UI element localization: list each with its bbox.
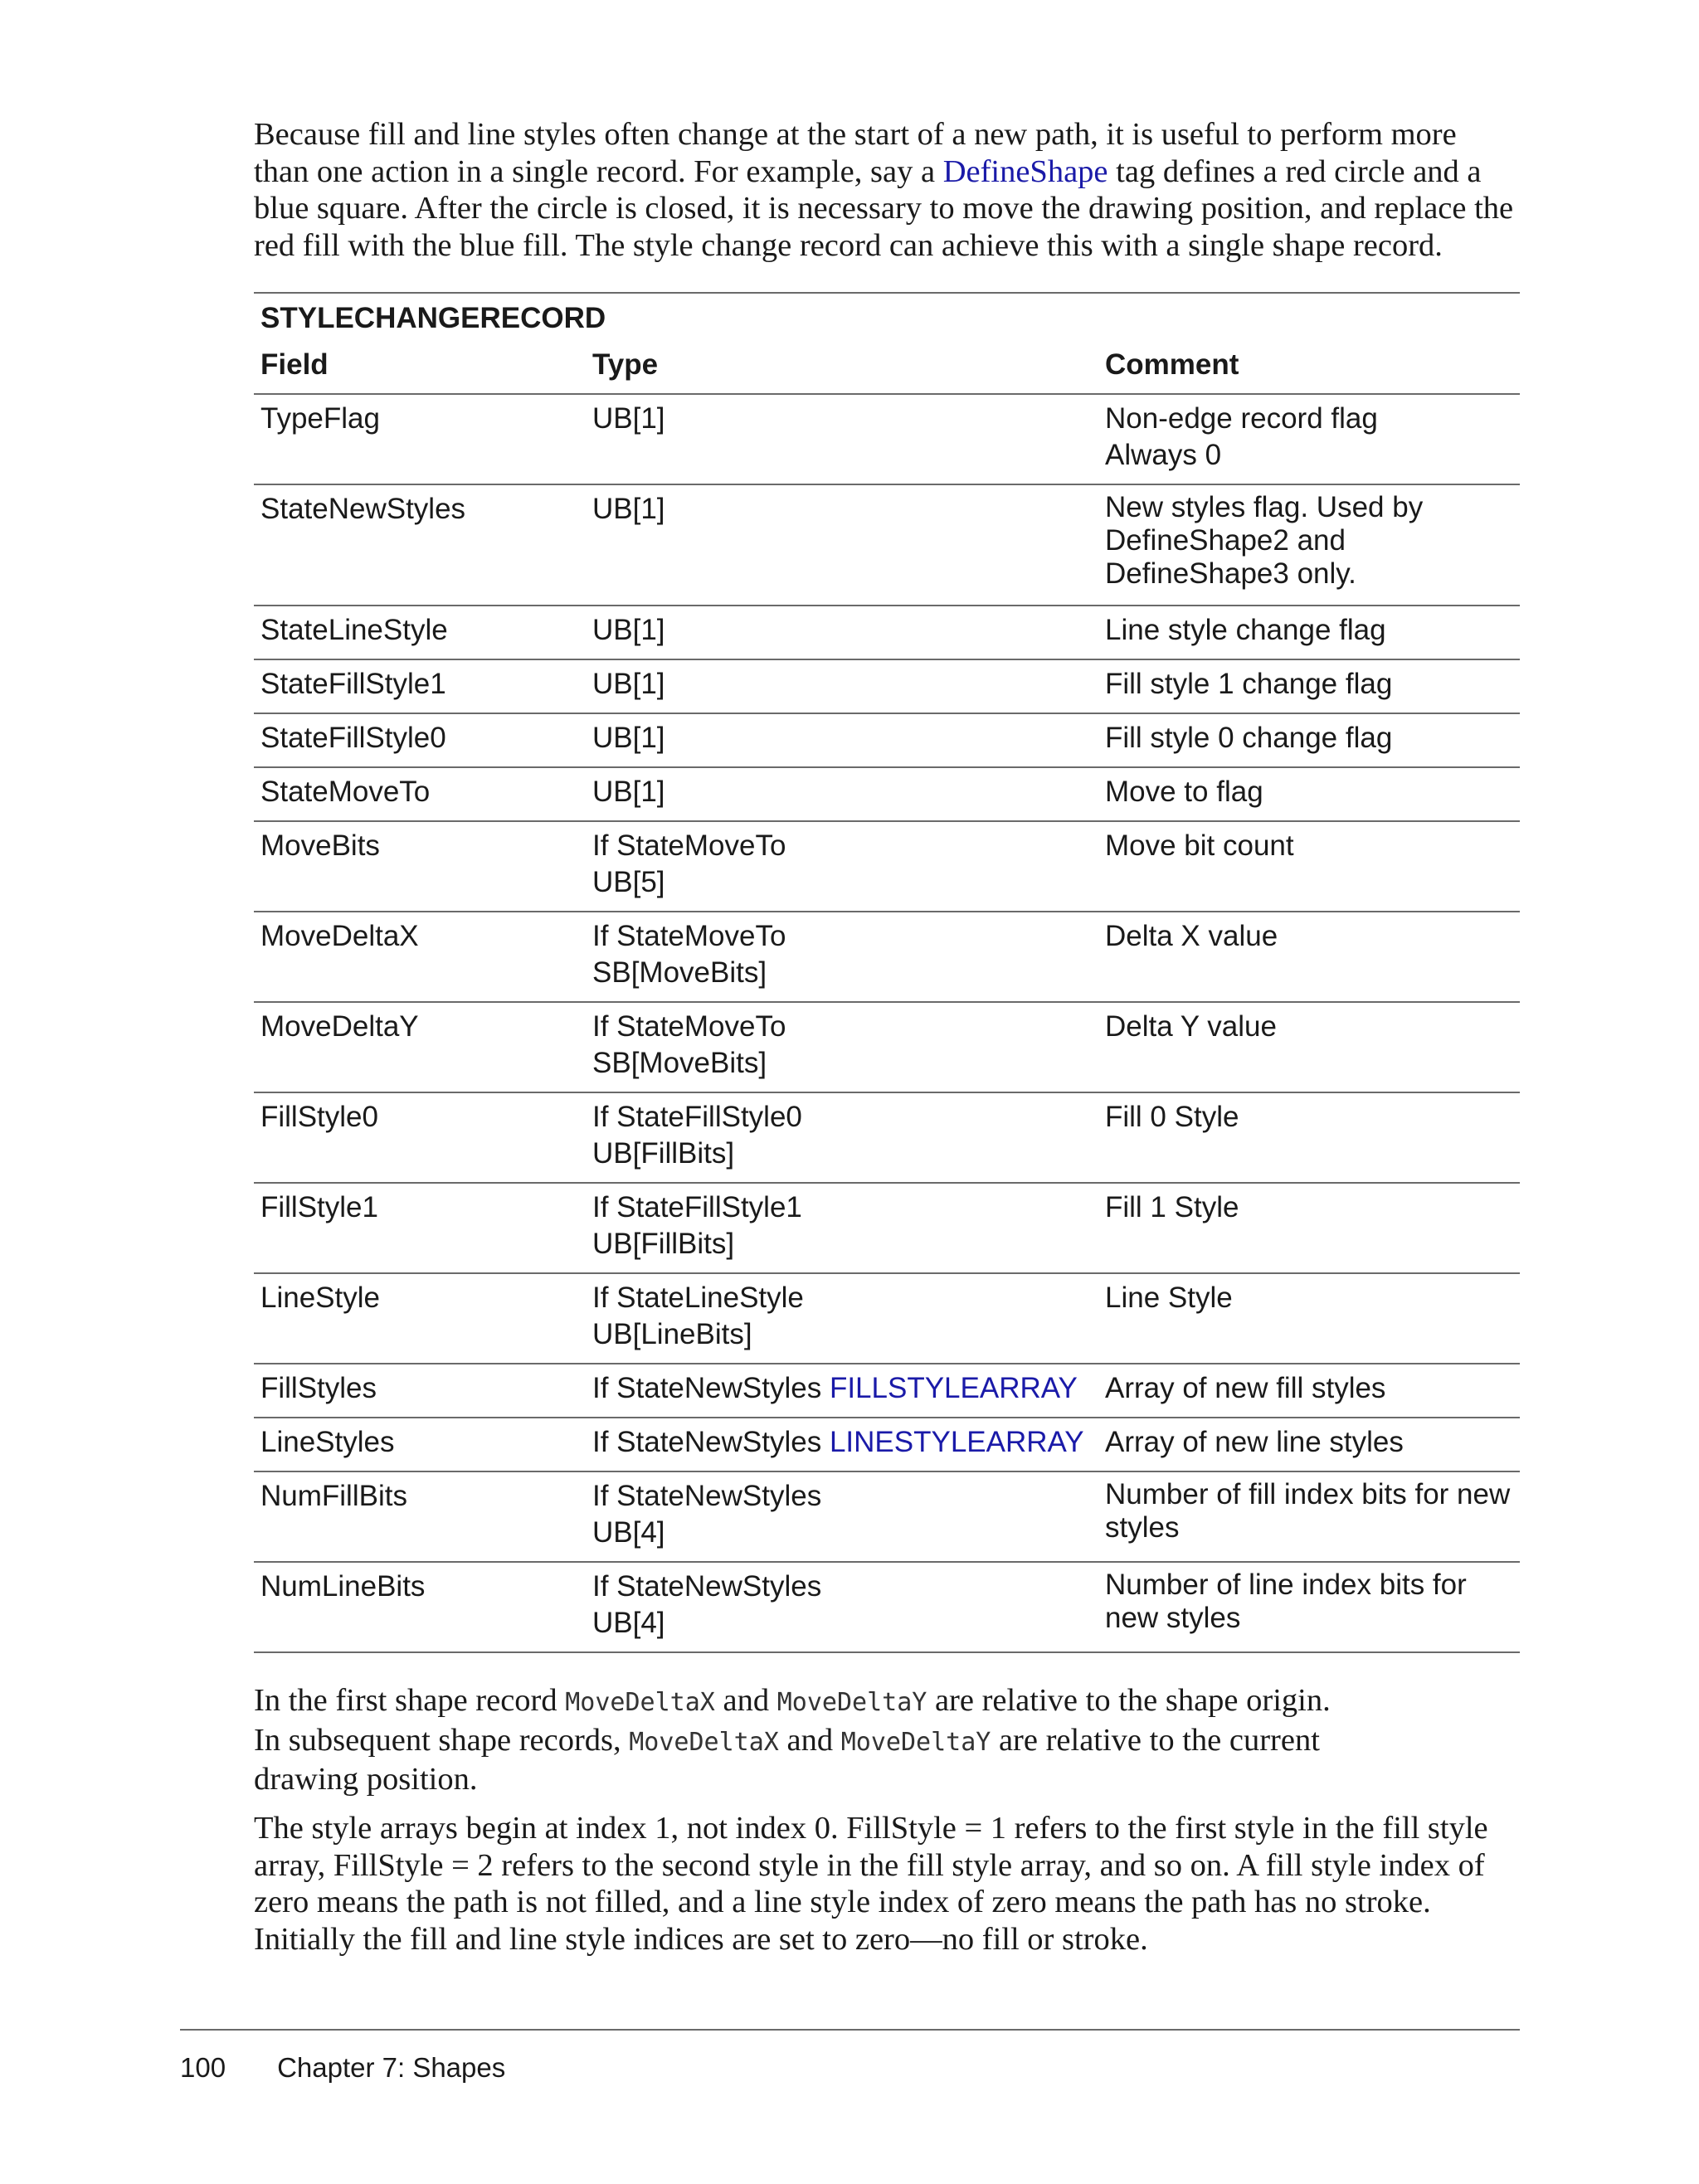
table-row [254, 714, 1520, 768]
header-field: Field [260, 348, 329, 381]
table-row [254, 660, 1520, 714]
table-row [254, 395, 1520, 485]
linestylearray-link[interactable]: LINESTYLEARRAY [829, 1426, 1084, 1458]
row-type [586, 1370, 1098, 1417]
type-line: UB[4] [592, 1607, 665, 1639]
row-comment: Move to flag [1105, 776, 1263, 808]
row-field: MoveDeltaX [260, 920, 419, 952]
row-comment [1098, 1569, 1520, 1651]
row-field: LineStyle [260, 1282, 380, 1314]
table-row [254, 1274, 1520, 1364]
type-line: If StateFillStyle0 [592, 1101, 802, 1133]
text: In subsequent shape records, [254, 1722, 630, 1758]
relative-position-paragraph [254, 1682, 1515, 1798]
row-field: TypeFlag [260, 402, 380, 435]
row-field: FillStyle0 [260, 1101, 378, 1133]
row-type: UB[1] [592, 776, 665, 808]
chapter-title: Chapter 7: Shapes [277, 2052, 506, 2083]
row-comment: Line Style [1105, 1282, 1233, 1314]
row-type [586, 1569, 1098, 1651]
row-type: UB[1] [592, 493, 665, 525]
table-row [254, 912, 1520, 1003]
row-type: UB[1] [592, 722, 665, 754]
comment-line: New styles flag. Used by [1105, 491, 1424, 523]
row-type [586, 1189, 1098, 1272]
row-type [586, 1478, 1098, 1561]
code-movedeltax: MoveDeltaX [629, 1727, 779, 1757]
table-row [254, 1003, 1520, 1093]
row-field: StateLineStyle [260, 614, 448, 646]
row-field: LineStyles [260, 1426, 395, 1458]
table-row [254, 1364, 1520, 1418]
type-line: SB[MoveBits] [592, 1047, 767, 1079]
row-type [586, 1099, 1098, 1182]
type-line: UB[5] [592, 866, 665, 898]
comment-line: Always 0 [1105, 439, 1222, 471]
row-field: StateFillStyle1 [260, 668, 446, 700]
row-field: FillStyles [260, 1372, 377, 1404]
code-movedeltay: MoveDeltaY [840, 1727, 991, 1757]
row-comment: Fill 0 Style [1105, 1101, 1239, 1133]
comment-line: Number of line index bits for [1105, 1569, 1467, 1601]
type-line: If StateFillStyle1 [592, 1191, 802, 1223]
row-comment: Fill 1 Style [1105, 1191, 1239, 1223]
type-line: UB[FillBits] [592, 1228, 735, 1260]
type-line: UB[LineBits] [592, 1318, 752, 1350]
page-footer [180, 2052, 505, 2084]
fillstylearray-link[interactable]: FILLSTYLEARRAY [829, 1372, 1078, 1404]
comment-line: DefineShape3 only. [1105, 557, 1356, 590]
table-row [254, 606, 1520, 660]
after-line-2 [254, 1722, 1515, 1762]
row-comment: Fill style 0 change flag [1105, 722, 1393, 754]
code-movedeltay: MoveDeltaY [776, 1688, 927, 1717]
row-field: NumLineBits [260, 1570, 426, 1603]
page-number: 100 [180, 2052, 226, 2083]
header-type: Type [592, 348, 659, 381]
row-comment: Array of new line styles [1105, 1426, 1404, 1458]
row-comment: Move bit count [1105, 829, 1294, 862]
comment-line: Non-edge record flag [1105, 402, 1378, 435]
table-header-row [254, 338, 1520, 395]
row-type: UB[1] [592, 614, 665, 646]
table-title: STYLECHANGERECORD [254, 292, 1520, 338]
style-arrays-paragraph: The style arrays begin at index 1, not index 0. FillStyle = 1 refers to the first style in the fill style array, FillStyle = 2 refers to the second style in the fill style array, and so on. A fill style index of zero means the path is not filled, and a line style index of zero means the path has no stroke. Initially the fill and line style indices are set to zero—no fill or stroke. [254, 1811, 1488, 1957]
table-row [254, 1184, 1520, 1274]
type-line: If StateNewStyles [592, 1480, 822, 1512]
text: are relative to the current [991, 1722, 1320, 1758]
comment-line: styles [1105, 1511, 1180, 1544]
type-line: If StateLineStyle [592, 1282, 804, 1314]
header-comment: Comment [1105, 348, 1239, 381]
defineshape-link[interactable]: DefineShape [942, 153, 1108, 189]
table-row [254, 1563, 1520, 1653]
code-movedeltax: MoveDeltaX [565, 1688, 715, 1717]
type-text: If StateNewStyles [592, 1372, 830, 1404]
intro-text-2: tag defines a red circle and a blue square. After the circle is closed, it is necessary to move the drawing position, and replace the red fill with the blue fill. The style change record can achieve this with a single shape record. [254, 153, 1514, 263]
table-row [254, 1472, 1520, 1563]
table-row [254, 768, 1520, 822]
row-field: StateMoveTo [260, 776, 431, 808]
row-field: StateFillStyle0 [260, 722, 446, 754]
type-text: If StateNewStyles [592, 1426, 830, 1458]
type-line: UB[FillBits] [592, 1137, 735, 1170]
after-line-1 [254, 1682, 1515, 1722]
text: and [778, 1722, 841, 1758]
table-row [254, 1418, 1520, 1472]
intro-paragraph [254, 116, 1515, 264]
comment-line: DefineShape2 and [1105, 524, 1346, 557]
row-comment [1098, 491, 1520, 605]
row-field: NumFillBits [260, 1480, 407, 1512]
text: are relative to the shape origin. [927, 1683, 1331, 1718]
row-field: FillStyle1 [260, 1191, 378, 1223]
type-line: UB[4] [592, 1516, 665, 1549]
row-comment: Fill style 1 change flag [1105, 668, 1393, 700]
text: and [714, 1683, 777, 1718]
table-row [254, 485, 1520, 606]
row-comment: Array of new fill styles [1105, 1372, 1386, 1404]
row-type [586, 1280, 1098, 1363]
row-comment: Delta Y value [1105, 1010, 1277, 1043]
row-field: StateNewStyles [260, 493, 466, 525]
row-type [586, 1009, 1098, 1092]
stylechangerecord-table [254, 292, 1520, 1653]
type-line: If StateMoveTo [592, 829, 786, 862]
table-row [254, 1093, 1520, 1184]
type-line: If StateNewStyles [592, 1570, 822, 1603]
intro-text-1: Because fill and line styles often change at the start of a new path, it is useful to perform more than one action in a single record. For example, say a [254, 117, 1457, 189]
row-type [586, 828, 1098, 911]
table-row [254, 822, 1520, 912]
row-comment [1098, 1478, 1520, 1561]
row-type: UB[1] [592, 402, 665, 435]
type-line: SB[MoveBits] [592, 956, 767, 989]
row-type: UB[1] [592, 668, 665, 700]
comment-line: Number of fill index bits for new [1105, 1478, 1511, 1510]
row-field: MoveDeltaY [260, 1010, 419, 1043]
row-type [586, 1424, 1098, 1471]
text: In the first shape record [254, 1683, 566, 1718]
row-comment [1098, 401, 1520, 484]
comment-line: new styles [1105, 1602, 1241, 1634]
row-comment: Line style change flag [1105, 614, 1386, 646]
row-type [586, 918, 1098, 1001]
row-comment: Delta X value [1105, 920, 1278, 952]
type-line: If StateMoveTo [592, 1010, 786, 1043]
after-line-3: drawing position. [254, 1762, 478, 1797]
row-field: MoveBits [260, 829, 380, 862]
footer-rule [180, 2029, 1520, 2031]
type-line: If StateMoveTo [592, 920, 786, 952]
